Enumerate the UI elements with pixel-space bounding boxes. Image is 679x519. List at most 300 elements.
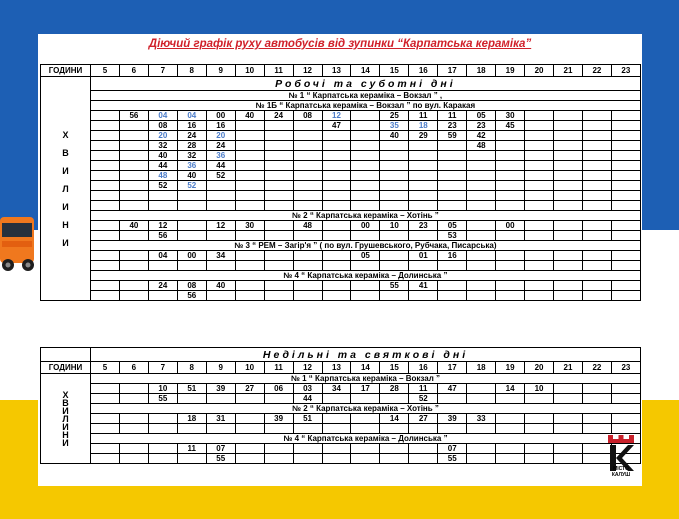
- minute-cell: 07: [438, 444, 467, 454]
- minute-cell: [322, 141, 351, 151]
- minute-cell: [235, 131, 264, 141]
- minute-cell: [582, 171, 611, 181]
- minute-cell: [235, 121, 264, 131]
- minute-cell: [91, 291, 120, 301]
- minute-cell: [611, 291, 640, 301]
- minute-cell: [322, 201, 351, 211]
- minutes-row: [41, 111, 641, 121]
- minute-cell: [438, 291, 467, 301]
- minute-cell: 40: [235, 111, 264, 121]
- minute-cell: [351, 161, 380, 171]
- minute-cell: [293, 291, 322, 301]
- minute-cell: [554, 291, 583, 301]
- minutes-row: [41, 161, 641, 171]
- minute-cell: [351, 121, 380, 131]
- minutes-letter: Х: [62, 389, 69, 400]
- minutes-letter: И: [62, 421, 69, 432]
- minute-cell: 56: [148, 231, 177, 241]
- minute-cell: 29: [409, 131, 438, 141]
- minute-cell: [91, 201, 120, 211]
- minute-cell: 41: [409, 281, 438, 291]
- minute-cell: [119, 201, 148, 211]
- minute-cell: [148, 261, 177, 271]
- minute-cell: [496, 454, 525, 464]
- minute-cell: 48: [293, 221, 322, 231]
- minute-cell: 56: [119, 111, 148, 121]
- hour-cell: 15: [380, 362, 409, 374]
- minute-cell: 04: [148, 111, 177, 121]
- minute-cell: [380, 444, 409, 454]
- minute-cell: 20: [148, 131, 177, 141]
- blank-cell: [41, 348, 91, 362]
- minute-cell: [438, 141, 467, 151]
- route2-title: № 2 “ Карпатська кераміка – Хотінь ”: [91, 211, 641, 221]
- minute-cell: [293, 131, 322, 141]
- minute-cell: 24: [206, 141, 235, 151]
- minute-cell: [554, 424, 583, 434]
- minutes-letter: Н: [62, 429, 69, 440]
- minute-cell: [582, 201, 611, 211]
- minutes-row: [41, 384, 641, 394]
- minutes-letter: И: [62, 437, 69, 448]
- minute-cell: 17: [351, 384, 380, 394]
- minute-cell: [148, 201, 177, 211]
- minute-cell: [467, 291, 496, 301]
- minute-cell: [264, 261, 293, 271]
- minute-cell: [496, 151, 525, 161]
- minute-cell: [467, 161, 496, 171]
- minute-cell: [119, 231, 148, 241]
- minute-cell: [293, 181, 322, 191]
- minute-cell: [177, 231, 206, 241]
- minutes-row: [41, 251, 641, 261]
- minute-cell: 47: [438, 384, 467, 394]
- hour-cell: 10: [235, 65, 264, 77]
- minute-cell: [119, 121, 148, 131]
- minute-cell: [611, 281, 640, 291]
- minutes-row: [41, 141, 641, 151]
- minute-cell: 00: [206, 111, 235, 121]
- minute-cell: [611, 131, 640, 141]
- hours-header-row: [41, 65, 641, 77]
- minute-cell: [322, 394, 351, 404]
- minutes-row: [41, 131, 641, 141]
- minute-cell: 24: [148, 281, 177, 291]
- minutes-letter: В: [62, 397, 69, 408]
- minute-cell: [496, 394, 525, 404]
- minutes-vertical-label: [41, 77, 91, 301]
- minute-cell: 28: [380, 384, 409, 394]
- minute-cell: [467, 251, 496, 261]
- minute-cell: [582, 281, 611, 291]
- minute-cell: [235, 261, 264, 271]
- minute-cell: 24: [177, 131, 206, 141]
- minute-cell: [322, 291, 351, 301]
- hour-cell: 12: [293, 65, 322, 77]
- hour-cell: 17: [438, 65, 467, 77]
- minute-cell: [119, 261, 148, 271]
- minute-cell: [148, 414, 177, 424]
- minute-cell: [380, 201, 409, 211]
- minute-cell: [554, 131, 583, 141]
- minute-cell: [582, 221, 611, 231]
- hour-cell: 15: [380, 65, 409, 77]
- minute-cell: [119, 281, 148, 291]
- minute-cell: [611, 384, 640, 394]
- minute-cell: [525, 111, 554, 121]
- minutes-letter: И: [62, 405, 69, 416]
- holiday-section-title-row: [41, 348, 641, 362]
- minute-cell: [119, 161, 148, 171]
- minute-cell: 55: [206, 454, 235, 464]
- minute-cell: [525, 121, 554, 131]
- minute-cell: 32: [148, 141, 177, 151]
- minute-cell: [409, 444, 438, 454]
- hour-cell: 10: [235, 362, 264, 374]
- minute-cell: [554, 231, 583, 241]
- minute-cell: [322, 181, 351, 191]
- minute-cell: [554, 261, 583, 271]
- hour-cell: 19: [496, 65, 525, 77]
- minute-cell: [582, 111, 611, 121]
- minute-cell: [322, 171, 351, 181]
- minute-cell: [554, 251, 583, 261]
- hour-cell: 7: [148, 362, 177, 374]
- minute-cell: [554, 151, 583, 161]
- minute-cell: [611, 161, 640, 171]
- minute-cell: 08: [293, 111, 322, 121]
- minute-cell: [235, 414, 264, 424]
- logo-caption-line1: МІСТО: [613, 466, 629, 472]
- minute-cell: 34: [322, 384, 351, 394]
- weekday-section-title: Робочі та суботні дні: [91, 77, 641, 91]
- hour-cell: 9: [206, 362, 235, 374]
- minute-cell: [91, 191, 120, 201]
- minutes-vertical-label: [41, 374, 91, 464]
- minute-cell: [554, 201, 583, 211]
- minute-cell: [467, 191, 496, 201]
- minute-cell: [351, 111, 380, 121]
- minute-cell: 40: [206, 281, 235, 291]
- minute-cell: 45: [496, 121, 525, 131]
- hour-cell: 6: [119, 65, 148, 77]
- minute-cell: [91, 394, 120, 404]
- minute-cell: [206, 181, 235, 191]
- minute-cell: 07: [206, 444, 235, 454]
- minute-cell: [264, 131, 293, 141]
- minute-cell: 39: [206, 384, 235, 394]
- minute-cell: [467, 261, 496, 271]
- holiday-section-title: Недільні та святкові дні: [91, 348, 641, 362]
- hour-cell: 22: [582, 65, 611, 77]
- minute-cell: [322, 424, 351, 434]
- hour-cell: 14: [351, 362, 380, 374]
- minutes-letter: Л: [62, 413, 69, 424]
- minute-cell: [380, 191, 409, 201]
- minutes-row: [41, 151, 641, 161]
- minute-cell: [293, 151, 322, 161]
- minute-cell: [525, 161, 554, 171]
- minute-cell: [554, 161, 583, 171]
- minutes-letter: Л: [62, 183, 69, 194]
- minute-cell: [351, 171, 380, 181]
- minute-cell: [438, 181, 467, 191]
- minute-cell: [496, 141, 525, 151]
- minute-cell: [264, 161, 293, 171]
- minute-cell: 55: [148, 394, 177, 404]
- minute-cell: [235, 191, 264, 201]
- minute-cell: [351, 281, 380, 291]
- minute-cell: [438, 281, 467, 291]
- logo-caption: [604, 466, 638, 478]
- minute-cell: [380, 424, 409, 434]
- minute-cell: [582, 131, 611, 141]
- route3-title: № 3 “ РЕМ – Загір'я ” ( по вул. Грушевського, Рубчака, Писарська): [91, 241, 641, 251]
- minute-cell: [322, 281, 351, 291]
- hour-cell: 18: [467, 65, 496, 77]
- minute-cell: [119, 454, 148, 464]
- minute-cell: [582, 384, 611, 394]
- minute-cell: 30: [496, 111, 525, 121]
- minutes-row: [41, 444, 641, 454]
- minutes-row: [41, 261, 641, 271]
- minutes-row: [41, 394, 641, 404]
- minute-cell: [409, 181, 438, 191]
- minute-cell: [119, 384, 148, 394]
- minute-cell: 52: [206, 171, 235, 181]
- minute-cell: [235, 161, 264, 171]
- minute-cell: [119, 131, 148, 141]
- minute-cell: [380, 141, 409, 151]
- hour-cell: 21: [554, 362, 583, 374]
- minute-cell: [611, 181, 640, 191]
- minute-cell: [380, 171, 409, 181]
- minute-cell: [554, 191, 583, 201]
- minute-cell: 08: [148, 121, 177, 131]
- hours-header-row: [41, 362, 641, 374]
- minute-cell: 08: [177, 281, 206, 291]
- minute-cell: [264, 251, 293, 261]
- minutes-row: [41, 191, 641, 201]
- minute-cell: 00: [351, 221, 380, 231]
- minute-cell: [438, 424, 467, 434]
- hour-cell: 5: [91, 362, 120, 374]
- minute-cell: 12: [322, 111, 351, 121]
- minute-cell: [264, 221, 293, 231]
- minute-cell: [554, 121, 583, 131]
- minute-cell: [293, 231, 322, 241]
- minute-cell: [409, 141, 438, 151]
- minute-cell: [525, 414, 554, 424]
- minute-cell: [380, 231, 409, 241]
- minute-cell: [525, 231, 554, 241]
- minute-cell: [235, 281, 264, 291]
- minute-cell: 48: [148, 171, 177, 181]
- minute-cell: [293, 171, 322, 181]
- route1-title-row: [41, 91, 641, 101]
- minute-cell: [293, 444, 322, 454]
- hour-cell: 20: [525, 65, 554, 77]
- hour-cell: 14: [351, 65, 380, 77]
- minute-cell: [119, 394, 148, 404]
- minute-cell: [525, 261, 554, 271]
- minute-cell: [91, 424, 120, 434]
- minute-cell: [496, 181, 525, 191]
- minute-cell: [293, 454, 322, 464]
- minute-cell: [91, 414, 120, 424]
- minute-cell: [351, 261, 380, 271]
- minute-cell: [582, 251, 611, 261]
- minute-cell: [351, 291, 380, 301]
- minutes-row: [41, 171, 641, 181]
- minute-cell: [380, 454, 409, 464]
- minute-cell: [525, 281, 554, 291]
- minute-cell: [554, 141, 583, 151]
- minute-cell: 16: [438, 251, 467, 261]
- minute-cell: [582, 151, 611, 161]
- route2-title-row: [41, 211, 641, 221]
- minute-cell: 39: [264, 414, 293, 424]
- minute-cell: [554, 384, 583, 394]
- minute-cell: [467, 201, 496, 211]
- minute-cell: 55: [438, 454, 467, 464]
- minute-cell: [380, 151, 409, 161]
- minute-cell: [293, 141, 322, 151]
- route1-title: № 1 “ Карпатська кераміка – Вокзал ” ,: [91, 91, 641, 101]
- minute-cell: [206, 424, 235, 434]
- minute-cell: 20: [206, 131, 235, 141]
- minutes-row: [41, 291, 641, 301]
- minute-cell: [409, 231, 438, 241]
- minute-cell: [119, 291, 148, 301]
- minute-cell: [351, 151, 380, 161]
- minute-cell: [611, 414, 640, 424]
- minute-cell: [438, 394, 467, 404]
- minute-cell: [496, 291, 525, 301]
- minute-cell: [91, 444, 120, 454]
- minute-cell: [119, 191, 148, 201]
- minute-cell: [611, 394, 640, 404]
- minute-cell: [409, 261, 438, 271]
- minute-cell: [235, 201, 264, 211]
- minute-cell: [582, 291, 611, 301]
- minute-cell: [554, 444, 583, 454]
- minute-cell: [264, 121, 293, 131]
- minute-cell: [554, 454, 583, 464]
- minute-cell: 51: [293, 414, 322, 424]
- minute-cell: [611, 191, 640, 201]
- minute-cell: 23: [438, 121, 467, 131]
- minute-cell: [235, 394, 264, 404]
- minute-cell: [322, 221, 351, 231]
- minute-cell: [409, 151, 438, 161]
- minute-cell: 16: [177, 121, 206, 131]
- minute-cell: [119, 181, 148, 191]
- minute-cell: [293, 191, 322, 201]
- minute-cell: 03: [293, 384, 322, 394]
- holiday-route4-title-row: [41, 434, 641, 444]
- minute-cell: [582, 231, 611, 241]
- minute-cell: [148, 424, 177, 434]
- minute-cell: 30: [235, 221, 264, 231]
- minute-cell: [91, 141, 120, 151]
- minute-cell: [554, 181, 583, 191]
- minute-cell: 51: [177, 384, 206, 394]
- minute-cell: [322, 261, 351, 271]
- minute-cell: [611, 261, 640, 271]
- minute-cell: 35: [380, 121, 409, 131]
- minutes-letter: В: [62, 147, 69, 158]
- minute-cell: [177, 191, 206, 201]
- hours-header-label: ГОДИНИ: [41, 362, 91, 374]
- minute-cell: [264, 281, 293, 291]
- minute-cell: [264, 291, 293, 301]
- minute-cell: [293, 261, 322, 271]
- hour-cell: 11: [264, 65, 293, 77]
- minute-cell: [409, 191, 438, 201]
- minute-cell: [322, 191, 351, 201]
- logo-caption-line2: КАЛУШ: [611, 472, 631, 478]
- minute-cell: [235, 251, 264, 261]
- holiday-route1-title: № 1 “ Карпатська кераміка – Вокзал ”: [91, 374, 641, 384]
- hour-cell: 18: [467, 362, 496, 374]
- hour-cell: 20: [525, 362, 554, 374]
- minute-cell: [351, 201, 380, 211]
- minute-cell: [467, 151, 496, 161]
- minute-cell: [235, 171, 264, 181]
- minute-cell: [611, 251, 640, 261]
- minute-cell: [611, 111, 640, 121]
- minute-cell: [582, 261, 611, 271]
- minute-cell: [235, 231, 264, 241]
- minute-cell: [582, 121, 611, 131]
- minute-cell: [322, 251, 351, 261]
- minute-cell: [351, 131, 380, 141]
- minute-cell: [611, 121, 640, 131]
- minute-cell: [322, 151, 351, 161]
- minute-cell: [351, 414, 380, 424]
- minute-cell: [119, 171, 148, 181]
- minute-cell: [91, 221, 120, 231]
- minute-cell: 10: [148, 384, 177, 394]
- minute-cell: [293, 201, 322, 211]
- hour-cell: 19: [496, 362, 525, 374]
- hour-cell: 5: [91, 65, 120, 77]
- minute-cell: [611, 141, 640, 151]
- route3-title-row: [41, 241, 641, 251]
- minute-cell: 52: [177, 181, 206, 191]
- minute-cell: [409, 424, 438, 434]
- minute-cell: [351, 141, 380, 151]
- minutes-row: [41, 281, 641, 291]
- minute-cell: [351, 181, 380, 191]
- minute-cell: 18: [409, 121, 438, 131]
- minute-cell: [293, 251, 322, 261]
- hour-cell: 7: [148, 65, 177, 77]
- minute-cell: [351, 231, 380, 241]
- minute-cell: [351, 454, 380, 464]
- minute-cell: [91, 261, 120, 271]
- hour-cell: 12: [293, 362, 322, 374]
- minute-cell: 05: [467, 111, 496, 121]
- minute-cell: [235, 454, 264, 464]
- hour-cell: 8: [177, 362, 206, 374]
- minute-cell: [119, 424, 148, 434]
- minute-cell: [582, 414, 611, 424]
- minute-cell: 10: [525, 384, 554, 394]
- minute-cell: 23: [409, 221, 438, 231]
- minute-cell: [467, 181, 496, 191]
